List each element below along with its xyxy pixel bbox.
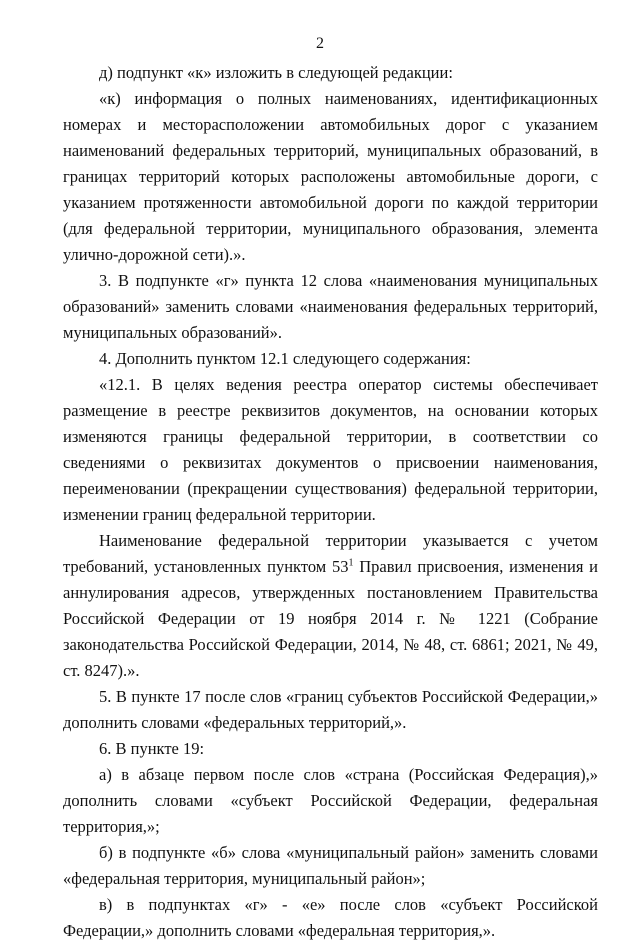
superscript-marker: 1 [348,557,354,569]
paragraph-subpoint-d: д) подпункт «к» изложить в следующей редакции: [99,63,453,82]
paragraph-item-12-1: «12.1. В целях ведения реестра оператор системы обеспечивает размещение в реестре реквизитов документов, на основании которых изменяются границы федеральной территории, в соответствии со сведениями о реквизитах документов о присвоении наименования, переименовании (прекращении существования) федеральной территории, изменении границ федеральной территории. [63,375,598,524]
paragraph-item-6: 6. В пункте 19: [99,739,205,758]
paragraph-item-5: 5. В пункте 17 после слов «границ субъектов Российской Федерации,» дополнить словами «федеральных территорий,». [63,687,598,732]
paragraph-item-4: 4. Дополнить пунктом 12.1 следующего содержания: [99,349,471,368]
paragraph-federal-territory-name [63,528,598,684]
paragraph-item-6-a: а) в абзаце первом после слов «страна (Российская Федерация),» дополнить словами «субъект Российской Федерации, федеральная территория,»; [63,765,598,836]
document-body [63,60,598,944]
paragraph-text-after: Правил присвоения, изменения и аннулирования адресов, утвержденных постановлением Правительства Российской Федерации от 19 ноября 2014 г. № 1221 (Собрание законодательства Российской Федерации, 2014, № 48, ст. 6861; 2021, № 49, ст. 8247).». [63,557,598,680]
paragraph-text-before: Наименование федеральной территории указывается с учетом требований, установленных пунктом 53 [63,531,598,576]
page-number: 2 [316,35,324,52]
paragraph-subpoint-k-text: «к) информация о полных наименованиях, идентификационных номерах и месторасположении автомобильных дорог с указанием наименований федеральных территорий, муниципальных образований, в границах территорий которых расположены автомобильные дороги, с указанием протяженности автомобильной дороги по каждой территории (для федеральной территории, муниципального образования, элемента улично-дорожной сети).». [63,89,598,264]
paragraph-item-6-v: в) в подпунктах «г» - «е» после слов «субъект Российской Федерации,» дополнить словами «федеральная территория,». [63,895,598,940]
paragraph-item-6-b: б) в подпункте «б» слова «муниципальный район» заменить словами «федеральная территория, муниципальный район»; [63,843,598,888]
paragraph-item-3: 3. В подпункте «г» пункта 12 слова «наименования муниципальных образований» заменить словами «наименования федеральных территорий, муниципальных образований». [63,271,598,342]
